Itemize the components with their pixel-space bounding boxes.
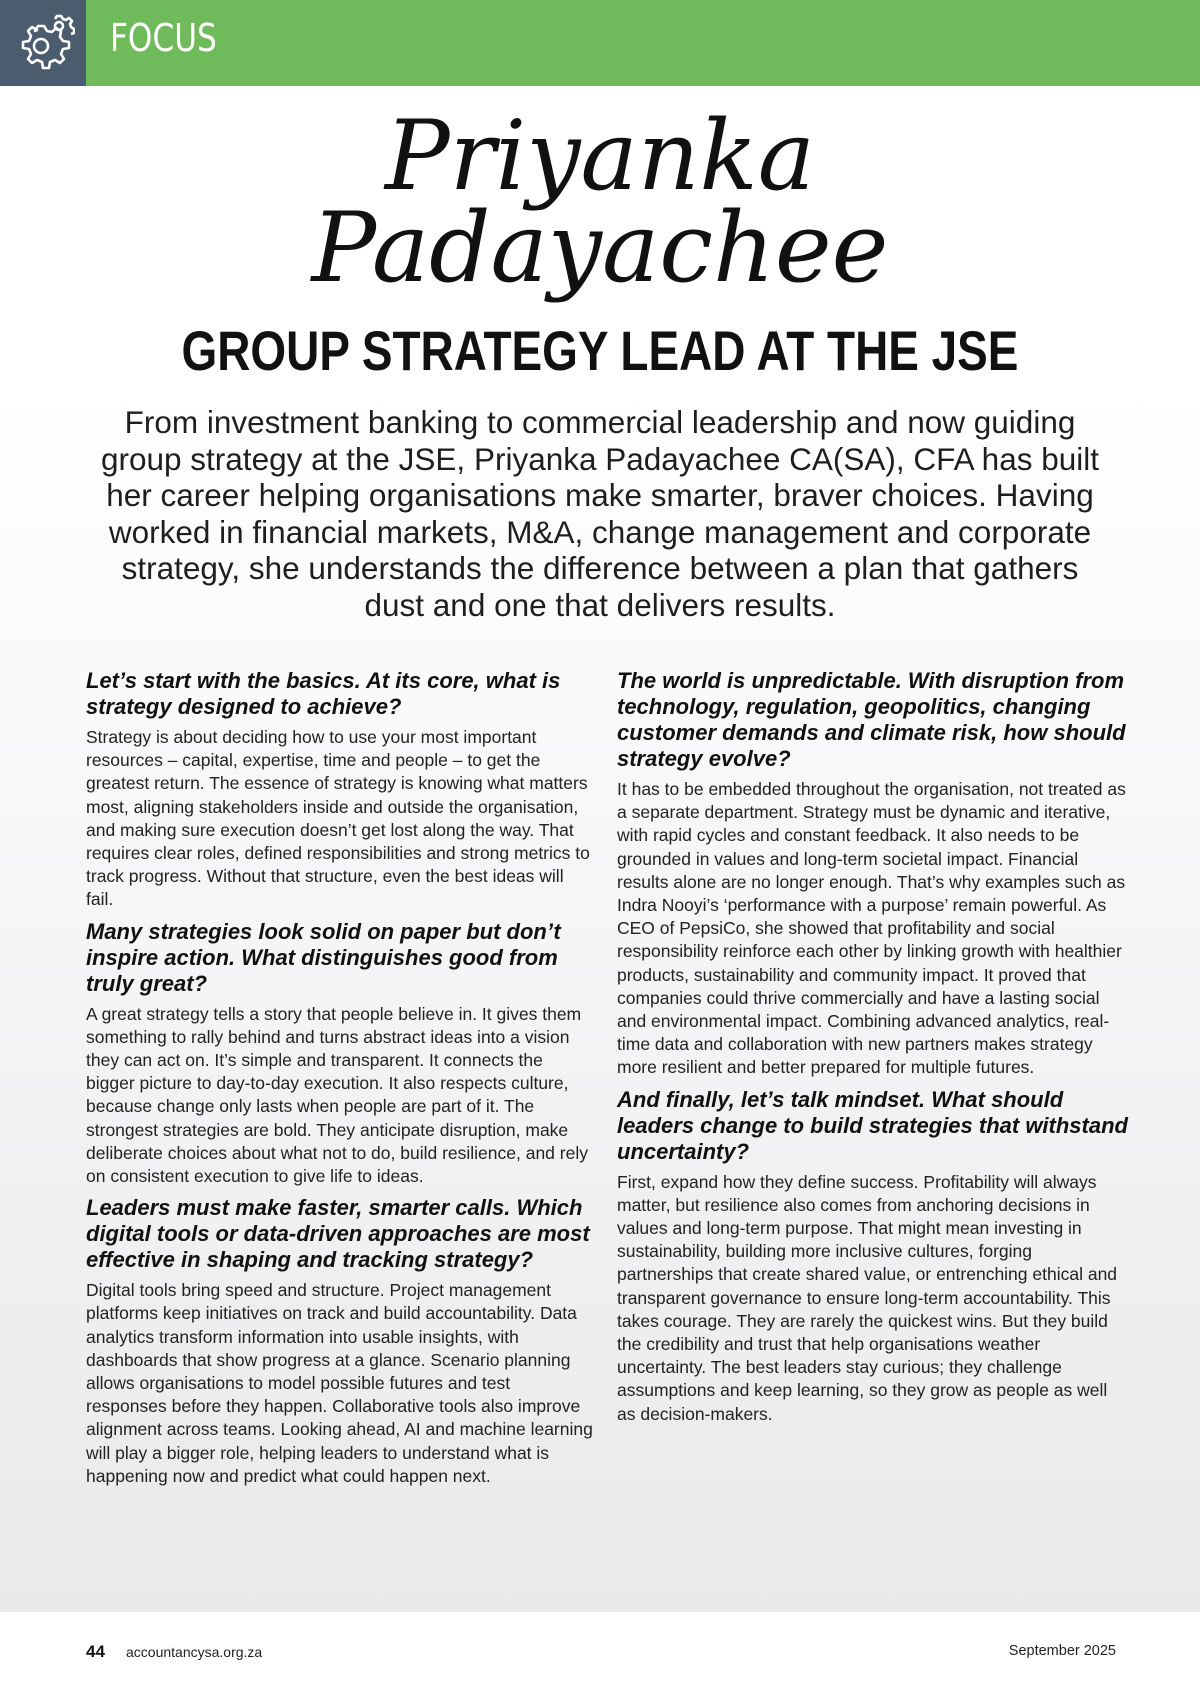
answer: First, expand how they define success. Profitability will always matter, but resilience also comes from anchoring decisions in values and long-term purpose. That might mean investing in sustainability, building more inclusive cultures, forging partnerships that create shared value, or entrenching ethical and transparent governance to ensure long-term accountability. This takes courage. They are rarely the quickest wins. But they build the credibility and trust that help organisations weather uncertainty. The best leaders stay curious; they challenge assumptions and keep learning, so they grow as people as well as decision-makers. [617,1171,1118,1424]
title-last-name: Padayachee [311,192,889,304]
gears-icon [11,11,75,75]
question: Many strategies look solid on paper but don’t inspire action. What distinguishes good from truly great? [86,918,561,996]
answer: It has to be embedded throughout the organisation, not treated as a separate department. Strategy must be dynamic and iterative, with rapid cycles and constant feedback. It also needs to be grounded in values and long-term societal impact. Financial results alone are no longer enough. That’s why examples such as Indra Nooyi’s ‘performance with a purpose’ remain powerful. As CEO of PepsiCo, she showed that profitability and social responsibility reinforce each other by linking growth with healthier products, sustainability and community impact. It proved that companies could thrive commercially and have a lasting social and environmental impact. Combining advanced analytics, real-time data and collaboration with new partners makes strategy more resilient and better prepared for multiple futures. [617,779,1126,1078]
question: Leaders must make faster, smarter calls. Which digital tools or data-driven approaches are most effective in shaping and tracking strategy? [86,1195,590,1273]
article-title [0,100,1200,304]
page-number: 44 [86,1642,105,1661]
column-left [86,668,594,1495]
website-link[interactable]: accountancysa.org.za [126,1644,263,1660]
section-header [0,0,1200,86]
title-first-name: Priyanka [385,100,815,212]
answer: Strategy is about deciding how to use your most important resources – capital, expertise, time and people – to get the greatest return. The essence of strategy is knowing what matters most, aligning stakeholders inside and outside the organisation, and making sure execution doesn’t get lost along the way. That requires clear roles, defined responsibilities and strong metrics to track progress. Without that structure, even the best ideas will fail. [86,727,590,910]
article-intro: From investment banking to commercial leadership and now guiding group strategy at the JSE, Priyanka Padayachee CA(SA), CFA has built her career helping organisations make smarter, braver choices. Having worked in financial markets, M&A, change management and corporate strategy, she understands the difference between a plan that gathers dust and one that delivers results. [100,404,1100,623]
question: And finally, let’s talk mindset. What should leaders change to build strategies that withstand uncertainty? [617,1086,1128,1164]
issue-date: September 2025 [1008,1643,1116,1659]
column-right [617,668,1129,1433]
answer: A great strategy tells a story that people believe in. It gives them something to rally behind and turns abstract ideas into a vision they can act on. It’s simple and transparent. It connects the bigger picture to day-to-day execution. It also respects culture, because change only lasts when people are part of it. The strongest strategies are bold. They anticipate disruption, make deliberate choices about what not to do, build resilience, and rely on consistent execution to give life to ideas. [86,1003,588,1187]
answer: Digital tools bring speed and structure. Project management platforms keep initiatives on track and build accountability. Data analytics transform information into usable insights, with dashboards that show progress at a glance. Scenario planning allows organisations to model possible futures and test responses before they happen. Collaborative tools also improve alignment across teams. Looking ahead, AI and machine learning will play a bigger role, helping leaders to understand what is happening now and predict what could happen next. [86,1280,593,1486]
question: Let’s start with the basics. At its core, what is strategy designed to achieve? [86,668,561,719]
section-icon-box [0,0,86,86]
section-label: FOCUS [110,16,217,60]
page-footer [0,1612,1200,1696]
question: The world is unpredictable. With disruption from technology, regulation, geopolitics, changing customer demands and climate risk, how should strategy evolve? [617,668,1126,771]
article-subtitle: GROUP STRATEGY LEAD AT THE JSE [181,319,1019,382]
header-bar [86,0,1200,86]
